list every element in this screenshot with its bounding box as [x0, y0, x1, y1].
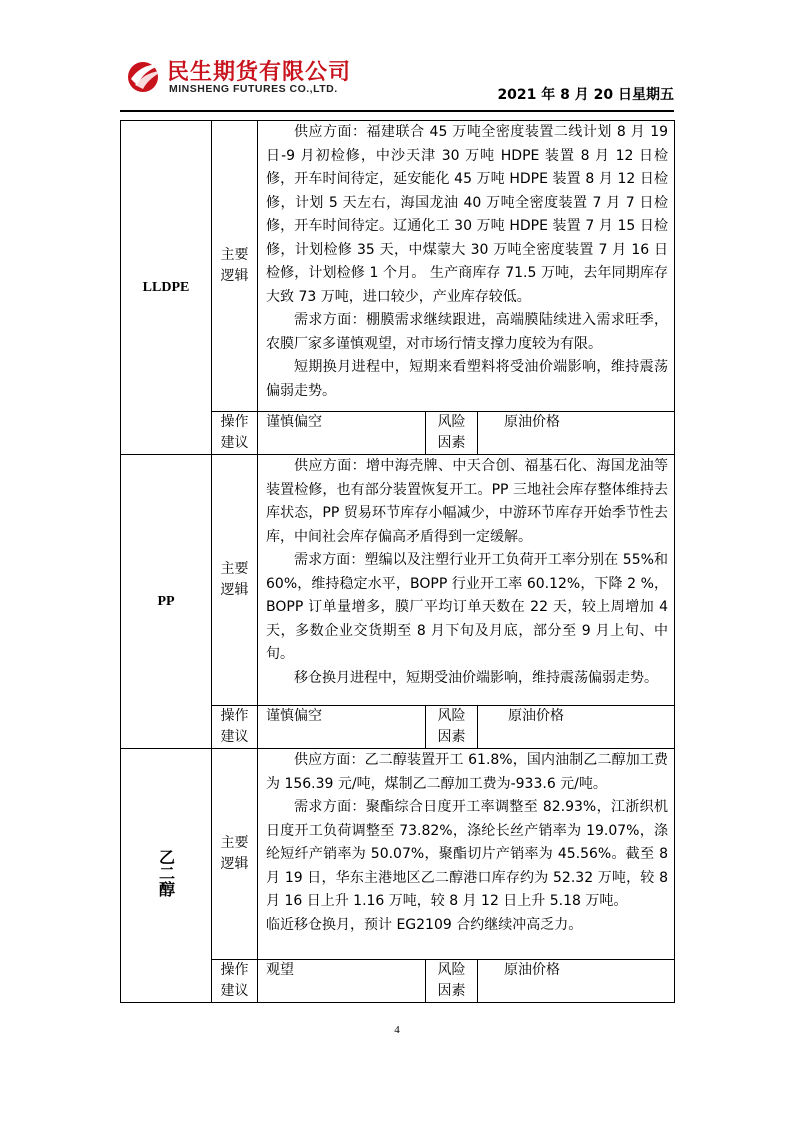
ops-label: 操作 建议 [212, 412, 258, 455]
eg-logic-text [258, 749, 675, 960]
pp-logic-row [121, 455, 675, 706]
page-number: 4 [394, 1024, 400, 1036]
report-date: 2021 年 8 月 20 日星期五 [497, 87, 674, 103]
eg-supply-paragraph: 供应方面：乙二醇装置开工 61.8%，国内油制乙二醇加工费为 156.39 元/吨，煤制乙二醇加工费为-933.6 元/吨。 [266, 752, 669, 792]
eg-logic-row [121, 749, 675, 960]
pp-advice: 谨慎偏空 [258, 706, 426, 749]
product-name-eg: 乙二醇 [121, 749, 212, 1003]
minsheng-logo-icon [125, 55, 165, 95]
lldpe-logic-row [121, 121, 675, 412]
eg-risk: 原油价格 [478, 960, 675, 1003]
risk-label: 风险 因素 [426, 706, 478, 749]
ops-label: 操作 建议 [212, 706, 258, 749]
logic-label: 主要 逻辑 [212, 455, 258, 706]
lldpe-advice: 谨慎偏空 [258, 412, 426, 455]
lldpe-logic-text [258, 121, 675, 412]
company-name-cn: 民生期货有限公司 [167, 60, 352, 85]
eg-outlook-paragraph: 临近移仓换月，预计 EG2109 合约继续冲高乏力。 [266, 916, 583, 933]
lldpe-supply-paragraph: 供应方面：福建联合 45 万吨全密度装置二线计划 8 月 19 日-9 月初检修，中沙天津 30 万吨 HDPE 装置 8 月 12 日检修，开车时间待定，延安能化 45 万吨 HDPE 装置 8 月 12 日检修，计划 5 天左右，海国龙油 40 万吨全密度装置 7 月 7 日检修，开车时间待定。辽通化工 30 万吨 HDPE 装置 7 月 15 日检修，计划检修 35 天，中煤蒙大 30 万吨全密度装置 7 月 16 日检修，计划检修 1 个月。 生产商库存 71.5 万吨，去年同期库存大致 73 万吨，进口较少，产业库存较低。 [266, 124, 669, 305]
pp-outlook-paragraph: 移仓换月进程中，短期受油价端影响，维持震荡偏弱走势。 [294, 669, 658, 686]
ops-label: 操作 建议 [212, 960, 258, 1003]
lldpe-outlook-paragraph: 短期换月进程中，短期来看塑料将受油价端影响，维持震荡偏弱走势。 [266, 359, 669, 399]
risk-label: 风险 因素 [426, 412, 478, 455]
logic-label: 主要 逻辑 [212, 749, 258, 960]
header-divider [120, 110, 674, 112]
pp-logic-text [258, 455, 675, 706]
pp-demand-paragraph: 需求方面：塑编以及注塑行业开工负荷开工率分别在 55%和 60%，维持稳定水平，BOPP 行业开工率 60.12%，下降 2 %， BOPP 订单量增多，膜厂平均订单天数在 22 天，较上周增加 4 天，多数企业交货期至 8 月下旬及月底，部分至 9 月上旬、中旬。 [266, 552, 669, 662]
pp-risk: 原油价格 [478, 706, 675, 749]
lldpe-demand-paragraph: 需求方面：棚膜需求继续跟进，高端膜陆续进入需求旺季，农膜厂家多谨慎观望，对市场行情支撑力度较为有限。 [266, 312, 669, 352]
risk-label: 风险 因素 [426, 960, 478, 1003]
eg-advice: 观望 [258, 960, 426, 1003]
product-name-lldpe: LLDPE [121, 121, 212, 455]
pp-supply-paragraph: 供应方面：增中海壳牌、中天合创、福基石化、海国龙油等装置检修，也有部分装置恢复开工。PP 三地社会库存整体维持去库状态，PP 贸易环节库存小幅减少，中游环节库存开始季节性去库，中间社会库存偏高矛盾得到一定缓解。 [266, 458, 669, 545]
product-name-pp: PP [121, 455, 212, 749]
analysis-table [120, 120, 675, 1003]
company-logo [125, 55, 365, 103]
lldpe-risk: 原油价格 [478, 412, 675, 455]
page-header [0, 0, 794, 110]
eg-demand-paragraph: 需求方面：聚酯综合日度开工率调整至 82.93%，江浙织机日度开工负荷调整至 73.82%，涤纶长丝产销率为 19.07%，涤纶短纤产销率为 50.07%，聚酯切片产销率为 45.56%。截至 8 月 19 日，华东主港地区乙二醇港口库存约为 52.32 万吨，较 8 月 16 日上升 1.16 万吨，较 8 月 12 日上升 5.18 万吨。 [266, 799, 669, 909]
company-name-en: MINSHENG FUTURES CO.,LTD. [169, 83, 338, 95]
logic-label: 主要 逻辑 [212, 121, 258, 412]
